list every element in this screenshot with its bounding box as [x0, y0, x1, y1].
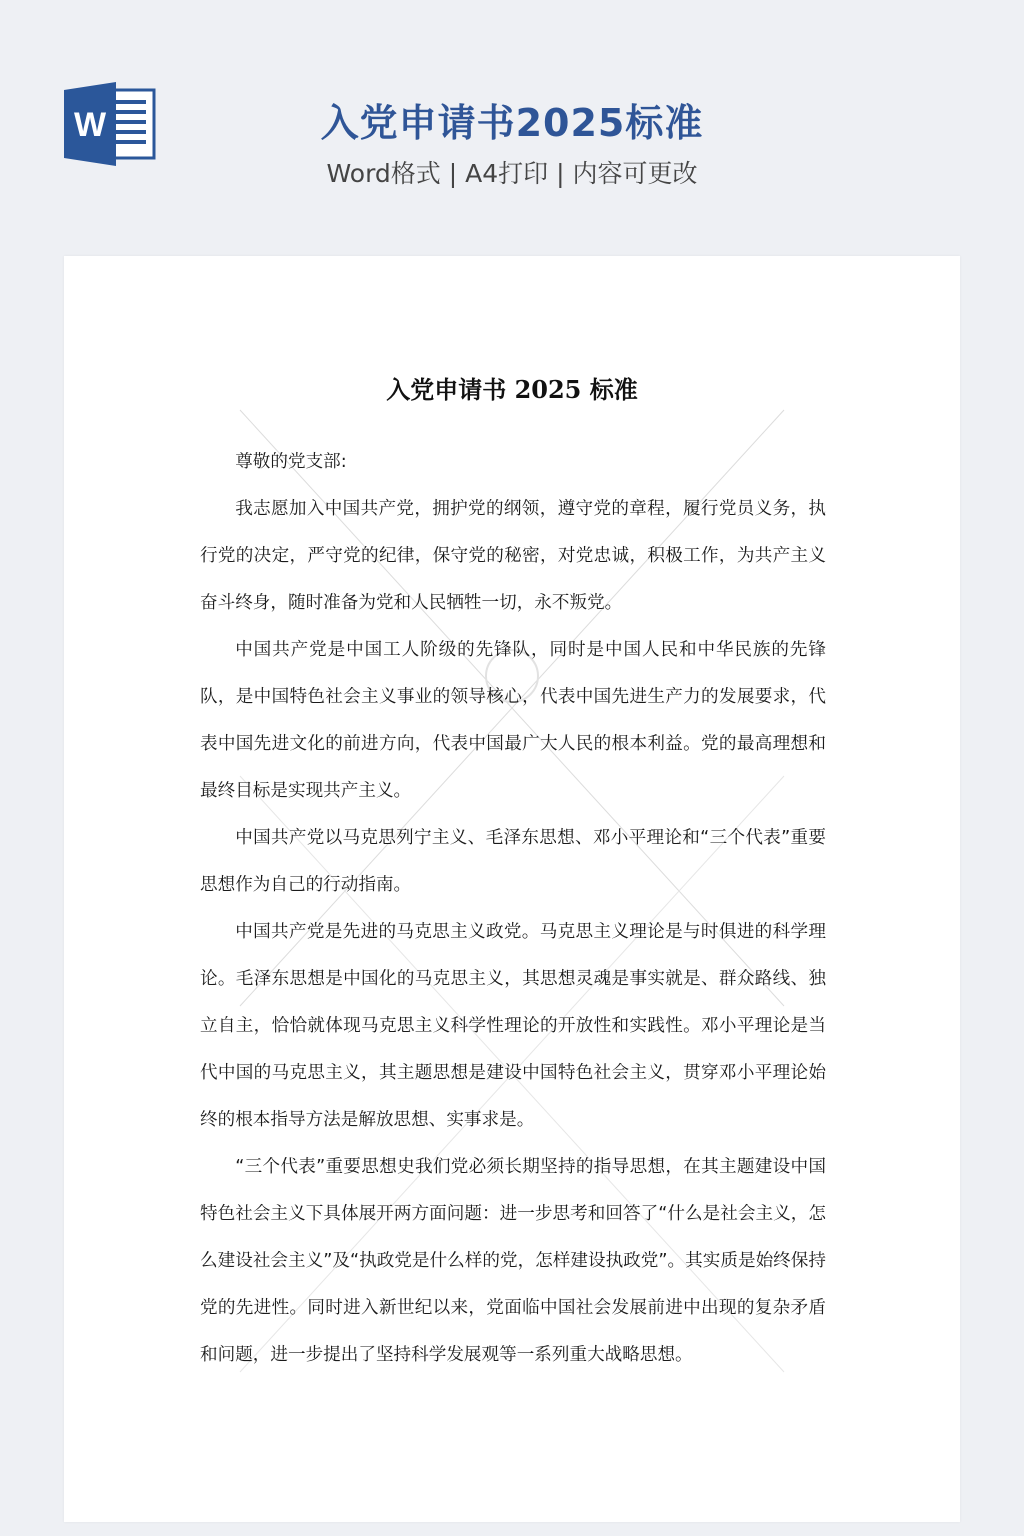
- paragraph: 中国共产党是先进的马克思主义政党。马克思主义理论是与时俱进的科学理论。毛泽东思想是中国化的马克思主义，其思想灵魂是事实就是、群众路线、独立自主，恰恰就体现马克思主义科学性理论的开放性和实践性。邓小平理论是当代中国的马克思主义，其主题思想是建设中国特色社会主义，贯穿邓小平理论始终的根本指导方法是解放思想、实事求是。: [200, 922, 826, 1130]
- document-page: [64, 256, 960, 1522]
- paragraph: 中国共产党是中国工人阶级的先锋队，同时是中国人民和中华民族的先锋队，是中国特色社会主义事业的领导核心，代表中国先进生产力的发展要求，代表中国先进文化的前进方向，代表中国最广大人民的根本利益。党的最高理想和最终目标是实现共产主义。: [200, 640, 826, 801]
- salutation: 尊敬的党支部:: [235, 452, 347, 472]
- page-title: 入党申请书2025标准: [320, 101, 704, 145]
- document-body: [200, 439, 826, 1379]
- page-subtitle: Word格式 | A4打印 | 内容可更改: [326, 159, 698, 188]
- paragraph: 中国共产党以马克思列宁主义、毛泽东思想、邓小平理论和“三个代表”重要思想作为自己的行动指南。: [200, 828, 826, 895]
- document-title: 入党申请书 2025 标准: [386, 375, 638, 404]
- paragraph: 我志愿加入中国共产党，拥护党的纲领，遵守党的章程，履行党员义务，执行党的决定，严守党的纪律，保守党的秘密，对党忠诚，积极工作，为共产主义奋斗终身，随时准备为党和人民牺牲一切，永不叛党。: [200, 499, 826, 613]
- paragraph: “三个代表”重要思想史我们党必须长期坚持的指导思想，在其主题建设中国特色社会主义下具体展开两方面问题：进一步思考和回答了“什么是社会主义，怎么建设社会主义”及“执政党是什么样的党，怎样建设执政党”。其实质是始终保持党的先进性。同时进入新世纪以来，党面临中国社会发展前进中出现的复杂矛盾和问题，进一步提出了坚持科学发展观等一系列重大战略思想。: [200, 1157, 826, 1365]
- page-header: [0, 0, 1024, 256]
- word-logo-letter: W: [73, 106, 107, 144]
